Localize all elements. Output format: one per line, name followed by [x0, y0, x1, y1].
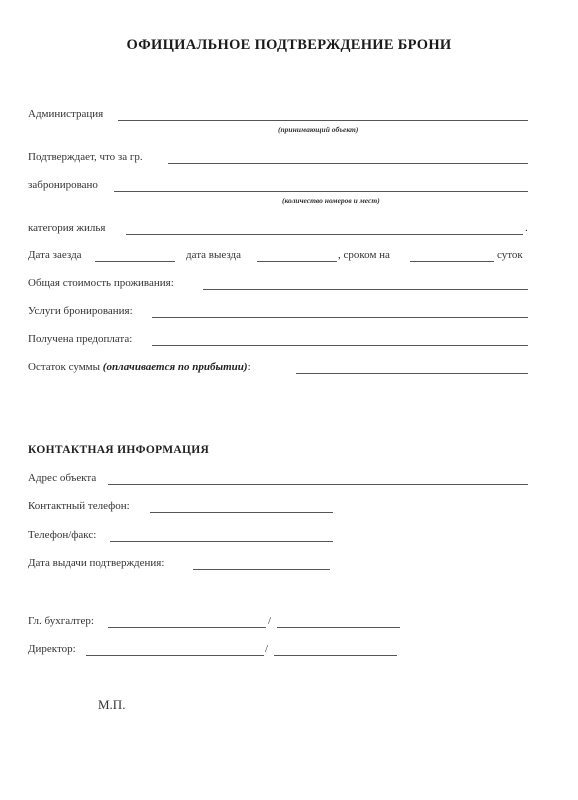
accountant-slash: /: [268, 615, 272, 627]
director-name-field[interactable]: [274, 655, 397, 656]
balance-prefix: Остаток суммы: [28, 361, 103, 373]
departure-date-field[interactable]: [257, 261, 337, 262]
phone-label: Контактный телефон:: [28, 500, 130, 512]
booking-services-field[interactable]: [152, 317, 528, 318]
accountant-label: Гл. бухгалтер:: [28, 615, 94, 627]
balance-field[interactable]: [296, 373, 528, 374]
total-cost-label: Общая стоимость проживания:: [28, 277, 174, 289]
booked-label: забронировано: [28, 179, 98, 191]
category-field[interactable]: [126, 234, 523, 235]
confirms-label: Подтверждает, что за гр.: [28, 151, 143, 163]
contacts-heading: КОНТАКТНАЯ ИНФОРМАЦИЯ: [28, 444, 210, 456]
category-period: .: [525, 222, 528, 234]
days-label: суток: [497, 249, 523, 261]
balance-suffix: :: [247, 361, 251, 373]
balance-label: [28, 361, 251, 373]
address-label: Адрес объекта: [28, 472, 97, 484]
booking-services-label: Услуги бронирования:: [28, 305, 133, 317]
balance-note: (оплачивается по прибытии): [102, 361, 248, 373]
form-title: ОФИЦИАЛЬНОЕ ПОДТВЕРЖДЕНИЕ БРОНИ: [126, 37, 452, 53]
accountant-name-field[interactable]: [277, 627, 400, 628]
administration-hint: (принимающий объект): [278, 125, 359, 134]
issue-date-label: Дата выдачи подтверждения:: [28, 557, 165, 569]
director-label: Директор:: [28, 643, 76, 655]
prepayment-label: Получена предоплата:: [28, 333, 133, 345]
director-slash: /: [265, 643, 269, 655]
arrival-date-field[interactable]: [95, 261, 175, 262]
departure-label: дата выезда: [186, 249, 241, 261]
stamp-place-label: М.П.: [98, 697, 126, 712]
arrival-label: Дата заезда: [28, 249, 82, 261]
issue-date-field[interactable]: [193, 569, 330, 570]
accountant-signature-field[interactable]: [108, 627, 266, 628]
guest-name-field[interactable]: [168, 163, 528, 164]
phone-field[interactable]: [150, 512, 333, 513]
fax-label: Телефон/факс:: [28, 529, 97, 541]
administration-label: Администрация: [28, 108, 104, 120]
category-label: категория жилья: [28, 222, 106, 234]
address-field[interactable]: [108, 484, 528, 485]
booked-hint: (количество номеров и мест): [282, 196, 380, 205]
term-days-field[interactable]: [410, 261, 494, 262]
prepayment-field[interactable]: [152, 345, 528, 346]
administration-field[interactable]: [118, 120, 528, 121]
fax-field[interactable]: [110, 541, 333, 542]
term-label: , сроком на: [338, 249, 390, 261]
total-cost-field[interactable]: [203, 289, 528, 290]
director-signature-field[interactable]: [86, 655, 264, 656]
booked-field[interactable]: [114, 191, 528, 192]
